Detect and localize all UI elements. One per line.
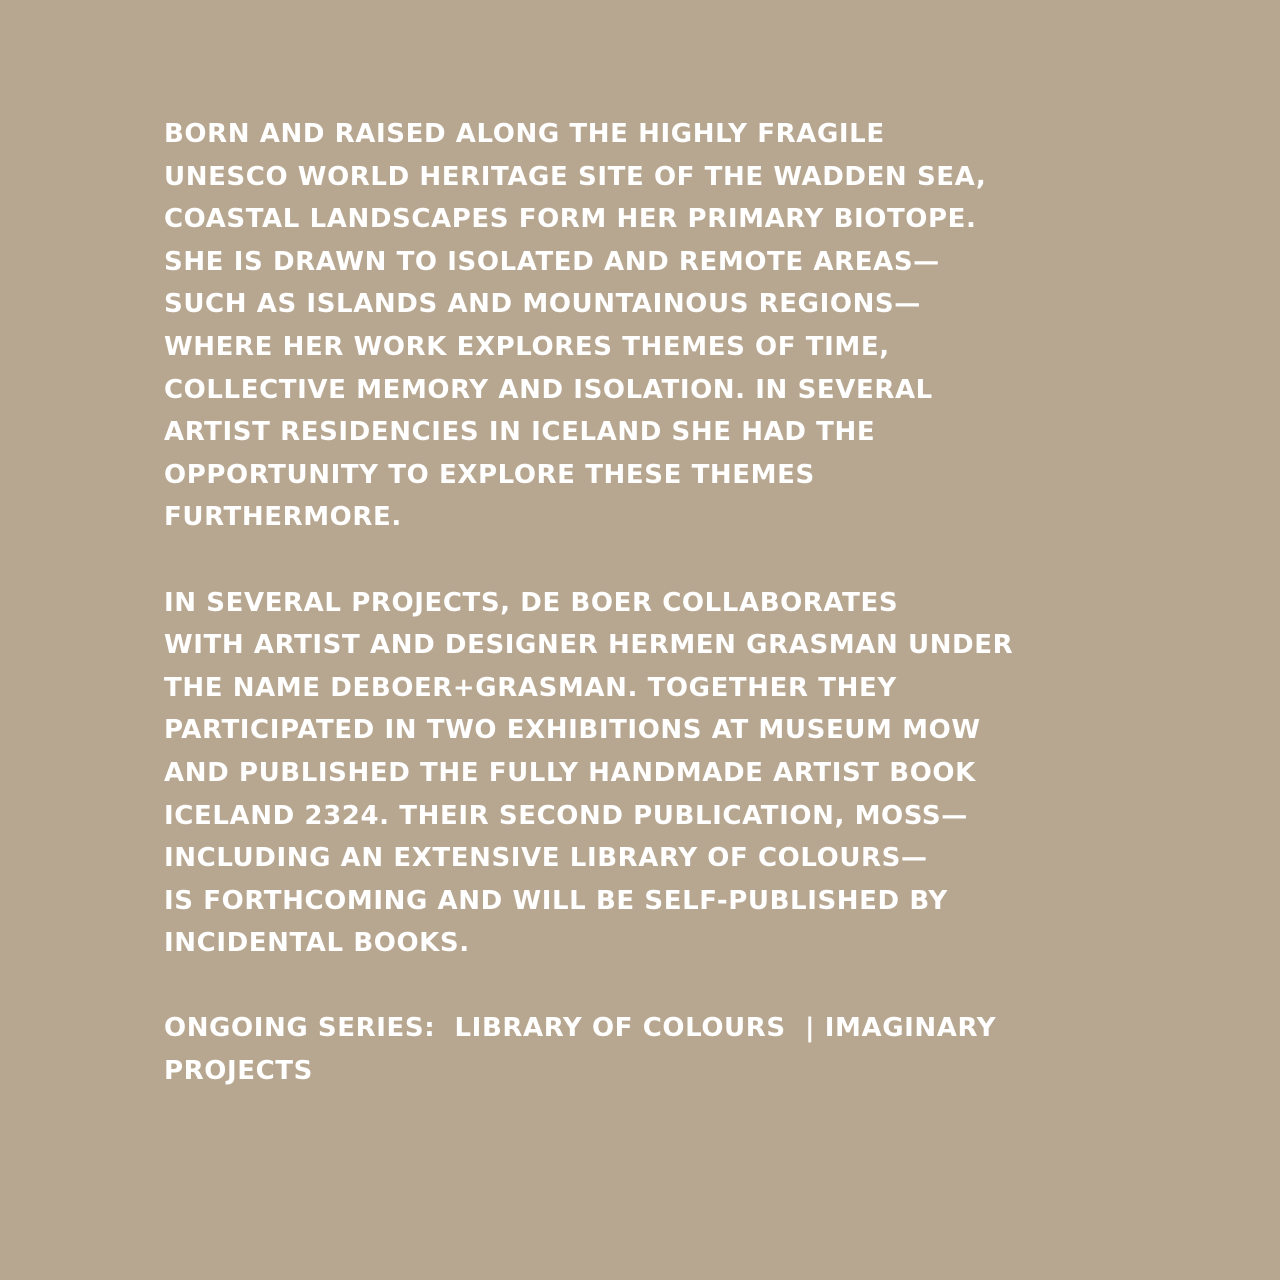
text-line: WITH ARTIST AND DESIGNER HERMEN GRASMAN UNDER (164, 630, 1014, 661)
text-line: ARTIST RESIDENCIES IN ICELAND SHE HAD THE (164, 417, 876, 448)
text-line: COLLECTIVE MEMORY AND ISOLATION. IN SEVERAL (164, 374, 933, 405)
text-line: COASTAL LANDSCAPES FORM HER PRIMARY BIOTOPE. (164, 204, 977, 235)
text-line: ICELAND 2324. THEIR SECOND PUBLICATION, MOSS— (164, 800, 968, 831)
bio-paragraph-collaboration (164, 582, 1224, 965)
text-line: OPPORTUNITY TO EXPLORE THESE THEMES (164, 459, 815, 490)
text-line: SUCH AS ISLANDS AND MOUNTAINOUS REGIONS— (164, 289, 921, 320)
text-line: UNESCO WORLD HERITAGE SITE OF THE WADDEN SEA, (164, 161, 987, 192)
ongoing-series-line: PROJECTS (164, 1056, 313, 1087)
text-line: PARTICIPATED IN TWO EXHIBITIONS AT MUSEUM MOW (164, 715, 981, 746)
bio-paragraph-ongoing-series (164, 1007, 1224, 1092)
text-line: FURTHERMORE. (164, 502, 402, 533)
text-line: THE NAME DEBOER+GRASMAN. TOGETHER THEY (164, 672, 897, 703)
bio-text-block (164, 113, 1224, 1093)
paragraph-spacer (164, 539, 1224, 582)
paragraph-spacer (164, 965, 1224, 1008)
text-line: BORN AND RAISED ALONG THE HIGHLY FRAGILE (164, 119, 885, 149)
text-line: IS FORTHCOMING AND WILL BE SELF-PUBLISHED BY (164, 885, 948, 916)
text-line: INCLUDING AN EXTENSIVE LIBRARY OF COLOURS— (164, 843, 928, 874)
text-line: AND PUBLISHED THE FULLY HANDMADE ARTIST BOOK (164, 757, 976, 788)
bio-paragraph-background (164, 113, 1224, 539)
text-line: SHE IS DRAWN TO ISOLATED AND REMOTE AREAS— (164, 246, 940, 277)
text-line: IN SEVERAL PROJECTS, DE BOER COLLABORATES (164, 587, 899, 618)
text-line: INCIDENTAL BOOKS. (164, 928, 470, 959)
ongoing-series-line: ONGOING SERIES: LIBRARY OF COLOURS | IMAGINARY (164, 1013, 997, 1044)
text-line: WHERE HER WORK EXPLORES THEMES OF TIME, (164, 331, 890, 362)
